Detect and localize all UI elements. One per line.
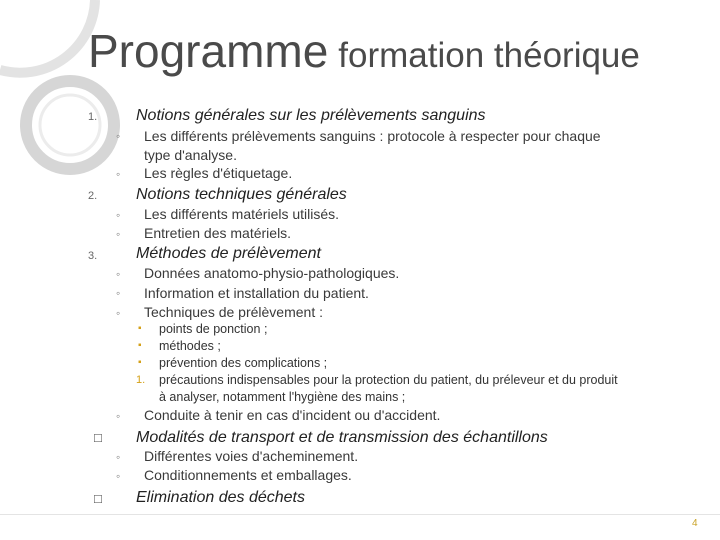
- list-item: Données anatomo-physio-pathologiques.: [144, 265, 400, 281]
- footer-divider: [0, 514, 720, 515]
- bullet-icon: ◦: [116, 306, 121, 320]
- list-item: Techniques de prélèvement :: [144, 304, 323, 320]
- bullet-icon: ◦: [116, 167, 121, 181]
- list-item: Les différents matériels utilisés.: [144, 206, 340, 222]
- list-item: Les règles d'étiquetage.: [144, 165, 293, 181]
- bullet-icon: ◦: [116, 469, 121, 483]
- checkbox-icon: □: [94, 430, 102, 445]
- checkbox-icon: □: [94, 491, 102, 506]
- list-item: Conduite à tenir en cas d'incident ou d'accident.: [144, 407, 441, 423]
- section-heading: Notions techniques générales: [136, 186, 347, 203]
- bullet-icon: ◦: [116, 450, 121, 464]
- bullet-icon: ◦: [116, 227, 121, 241]
- sub-list-item: points de ponction ;: [159, 322, 268, 336]
- sub-list-item: méthodes ;: [159, 339, 221, 353]
- list-item: Les différents prélèvements sanguins : protocole à respecter pour chaque: [144, 128, 601, 144]
- bullet-icon: ◦: [116, 129, 121, 143]
- square-bullet-icon: ▪: [138, 323, 142, 334]
- bullet-icon: ◦: [116, 208, 121, 222]
- sub-list-item-continuation: à analyser, notamment l'hygiène des mains ;: [159, 390, 406, 404]
- title-part2: formation théorique: [338, 36, 640, 75]
- section-number: 2.: [88, 190, 98, 202]
- section-heading: Elimination des déchets: [136, 489, 305, 506]
- list-item: Entretien des matériels.: [144, 225, 292, 241]
- bullet-icon: ◦: [116, 267, 121, 281]
- section-number: 3.: [88, 250, 98, 262]
- list-item: Information et installation du patient.: [144, 285, 369, 301]
- sub-list-item: précautions indispensables pour la protection du patient, du préleveur et du produit: [159, 373, 618, 387]
- list-item-continuation: type d'analyse.: [144, 147, 237, 163]
- sub-list-item: prévention des complications ;: [159, 356, 328, 370]
- sub-list-number: 1.: [136, 374, 146, 386]
- section-heading: Modalités de transport et de transmission des échantillons: [136, 429, 548, 446]
- section-heading: Méthodes de prélèvement: [136, 245, 321, 262]
- list-item: Différentes voies d'acheminement.: [144, 448, 359, 464]
- title-part1: Programme: [88, 25, 329, 77]
- page-number: 4: [692, 518, 698, 529]
- bullet-icon: ◦: [116, 409, 121, 423]
- bullet-icon: ◦: [116, 286, 121, 300]
- section-heading: Notions générales sur les prélèvements sanguins: [136, 107, 486, 124]
- list-item: Conditionnements et emballages.: [144, 467, 352, 483]
- square-bullet-icon: ▪: [138, 340, 142, 351]
- square-bullet-icon: ▪: [138, 357, 142, 368]
- section-number: 1.: [88, 111, 98, 123]
- page-title: [88, 25, 640, 77]
